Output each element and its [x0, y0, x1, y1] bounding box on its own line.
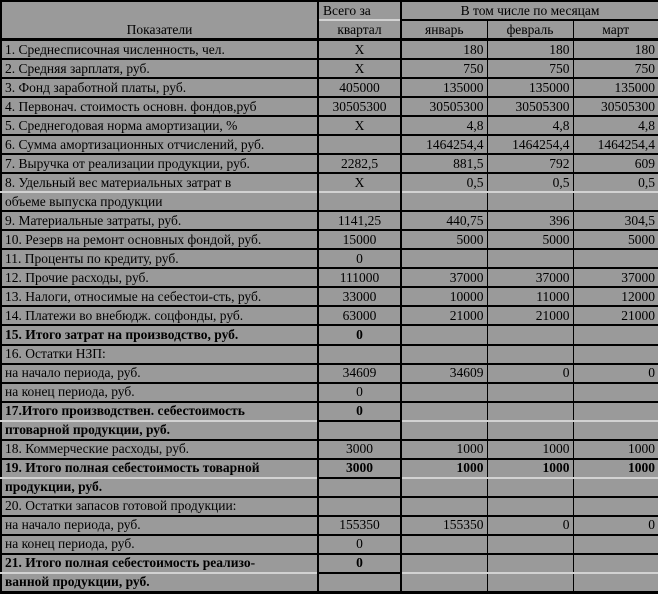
table-row [1, 497, 658, 516]
month-cell-february [487, 478, 573, 497]
row-label-cell: 13. Налоги, относимые на себестои-сть, руб. [1, 287, 318, 306]
month-cell-march [573, 535, 658, 554]
table-row [1, 516, 658, 535]
total-quarter-cell: 15000 [318, 230, 401, 249]
month-cell-march [573, 345, 658, 364]
row-label-cell: 5. Среднегодовая норма амортизации, % [1, 116, 318, 135]
row-label-cell: 11. Проценты по кредиту, руб. [1, 249, 318, 268]
total-quarter-cell: 0 [318, 402, 401, 421]
total-quarter-cell: 34609 [318, 364, 401, 383]
row-label-cell: на конец периода, руб. [1, 383, 318, 402]
month-cell-march: 12000 [573, 287, 658, 306]
total-quarter-cell: 2282,5 [318, 154, 401, 173]
month-cell-march [573, 478, 658, 497]
month-cell-february: 37000 [487, 268, 573, 287]
month-cell-february: 1000 [487, 440, 573, 459]
table-row [1, 230, 658, 249]
table-row [1, 173, 658, 192]
month-cell-february: 21000 [487, 306, 573, 325]
month-cell-january: 1000 [401, 440, 487, 459]
total-quarter-cell: 0 [318, 325, 401, 344]
table-row [1, 364, 658, 383]
month-cell-february: 30505300 [487, 97, 573, 116]
table-row [1, 249, 658, 268]
month-cell-march: 21000 [573, 306, 658, 325]
month-cell-march: 4,8 [573, 116, 658, 135]
table-row [1, 554, 658, 573]
row-label-cell: 19. Итого полная себестоимость товарной [1, 459, 318, 478]
month-cell-february [487, 192, 573, 211]
total-quarter-cell: 3000 [318, 459, 401, 478]
month-cell-march [573, 497, 658, 516]
row-label-cell: 12. Прочие расходы, руб. [1, 268, 318, 287]
month-cell-january: 34609 [401, 364, 487, 383]
total-quarter-cell [318, 573, 401, 593]
row-label-cell: 7. Выручка от реализации продукции, руб. [1, 154, 318, 173]
month-cell-march: 0 [573, 516, 658, 535]
month-cell-february: 750 [487, 59, 573, 78]
month-cell-february [487, 554, 573, 573]
row-label-cell: продукции, руб. [1, 478, 318, 497]
row-label-cell: 2. Средняя зарплатя, руб. [1, 59, 318, 78]
month-cell-february [487, 573, 573, 593]
table-row [1, 78, 658, 97]
table-row [1, 40, 658, 60]
month-cell-january: 750 [401, 59, 487, 78]
row-label-cell: объеме выпуска продукции [1, 192, 318, 211]
row-label-cell: 9. Материальные затраты, руб. [1, 211, 318, 230]
month-cell-january [401, 478, 487, 497]
month-cell-january: 881,5 [401, 154, 487, 173]
total-quarter-cell: 111000 [318, 268, 401, 287]
month-cell-january [401, 192, 487, 211]
month-cell-february: 0 [487, 364, 573, 383]
header-month-march: март [573, 20, 658, 40]
row-label-cell: 1. Среднесписочная численность, чел. [1, 40, 318, 60]
total-quarter-cell: 33000 [318, 287, 401, 306]
row-label-cell: 16. Остатки НЗП: [1, 345, 318, 364]
month-cell-march [573, 325, 658, 344]
row-label-cell: 8. Удельный вес материальных затрат в [1, 173, 318, 192]
month-cell-january: 180 [401, 40, 487, 60]
month-cell-february: 5000 [487, 230, 573, 249]
table-row [1, 287, 658, 306]
month-cell-march [573, 249, 658, 268]
header-row-1 [1, 1, 658, 20]
month-cell-january: 155350 [401, 516, 487, 535]
total-quarter-cell: X [318, 173, 401, 192]
month-cell-march: 0,5 [573, 173, 658, 192]
month-cell-january: 37000 [401, 268, 487, 287]
row-label-cell: на начало периода, руб. [1, 364, 318, 383]
total-quarter-cell: X [318, 116, 401, 135]
row-label-cell: 3. Фонд заработной платы, руб. [1, 78, 318, 97]
row-label-cell: птоварной продукции, руб. [1, 421, 318, 440]
total-quarter-cell: 0 [318, 383, 401, 402]
table-row [1, 59, 658, 78]
month-cell-february [487, 402, 573, 421]
total-quarter-cell: 0 [318, 554, 401, 573]
month-cell-march [573, 402, 658, 421]
row-label-cell: 15. Итого затрат на производство, руб. [1, 325, 318, 344]
table-row [1, 383, 658, 402]
header-indicators: Показатели [1, 1, 318, 40]
month-cell-february [487, 497, 573, 516]
month-cell-january [401, 249, 487, 268]
month-cell-march: 750 [573, 59, 658, 78]
month-cell-march: 180 [573, 40, 658, 60]
month-cell-february [487, 421, 573, 440]
table-row [1, 211, 658, 230]
total-quarter-cell: X [318, 40, 401, 60]
table-row [1, 116, 658, 135]
table-header [1, 1, 658, 40]
month-cell-march: 609 [573, 154, 658, 173]
month-cell-january [401, 383, 487, 402]
month-cell-january [401, 554, 487, 573]
row-label-cell: 6. Сумма амортизационных отчислений, руб. [1, 135, 318, 154]
month-cell-march: 37000 [573, 268, 658, 287]
table-row [1, 135, 658, 154]
total-quarter-cell [318, 497, 401, 516]
month-cell-january: 21000 [401, 306, 487, 325]
table-row [1, 535, 658, 554]
total-quarter-cell: 155350 [318, 516, 401, 535]
month-cell-march: 1464254,4 [573, 135, 658, 154]
table-row [1, 459, 658, 478]
row-label-cell: 17.Итого производствен. себестоимость [1, 402, 318, 421]
header-month-january: январь [401, 20, 487, 40]
header-month-february: февраль [487, 20, 573, 40]
month-cell-february: 1000 [487, 459, 573, 478]
month-cell-february: 396 [487, 211, 573, 230]
total-quarter-cell: X [318, 59, 401, 78]
table-row [1, 573, 658, 593]
month-cell-march [573, 192, 658, 211]
month-cell-february [487, 535, 573, 554]
month-cell-march: 135000 [573, 78, 658, 97]
month-cell-march [573, 554, 658, 573]
row-label-cell: 10. Резерв на ремонт основных фондой, руб. [1, 230, 318, 249]
month-cell-march: 1000 [573, 440, 658, 459]
header-total-line2: квартал [318, 20, 401, 40]
table-row [1, 268, 658, 287]
month-cell-january: 1464254,4 [401, 135, 487, 154]
table-row [1, 345, 658, 364]
month-cell-january [401, 573, 487, 593]
month-cell-march [573, 421, 658, 440]
month-cell-january: 4,8 [401, 116, 487, 135]
table-row [1, 306, 658, 325]
table-row [1, 421, 658, 440]
row-label-cell: на конец периода, руб. [1, 535, 318, 554]
table-row [1, 97, 658, 116]
month-cell-january [401, 402, 487, 421]
month-cell-january: 0,5 [401, 173, 487, 192]
month-cell-january [401, 345, 487, 364]
total-quarter-cell: 0 [318, 535, 401, 554]
month-cell-january [401, 535, 487, 554]
table-body [1, 40, 658, 593]
month-cell-february: 792 [487, 154, 573, 173]
month-cell-january: 135000 [401, 78, 487, 97]
month-cell-february: 4,8 [487, 116, 573, 135]
total-quarter-cell: 30505300 [318, 97, 401, 116]
month-cell-january [401, 497, 487, 516]
month-cell-february: 11000 [487, 287, 573, 306]
table-row [1, 478, 658, 497]
month-cell-january: 10000 [401, 287, 487, 306]
total-quarter-cell [318, 192, 401, 211]
month-cell-february [487, 325, 573, 344]
month-cell-february [487, 345, 573, 364]
header-months-group: В том числе по месяцам [401, 1, 658, 20]
month-cell-february: 1464254,4 [487, 135, 573, 154]
total-quarter-cell [318, 345, 401, 364]
month-cell-march: 1000 [573, 459, 658, 478]
row-label-cell: 21. Итого полная себестоимость реализо- [1, 554, 318, 573]
total-quarter-cell [318, 135, 401, 154]
month-cell-january: 440,75 [401, 211, 487, 230]
total-quarter-cell: 405000 [318, 78, 401, 97]
total-quarter-cell: 63000 [318, 306, 401, 325]
total-quarter-cell [318, 478, 401, 497]
month-cell-march: 30505300 [573, 97, 658, 116]
table-row [1, 192, 658, 211]
month-cell-march: 304,5 [573, 211, 658, 230]
month-cell-january: 5000 [401, 230, 487, 249]
table-row [1, 154, 658, 173]
month-cell-february: 0,5 [487, 173, 573, 192]
month-cell-january [401, 421, 487, 440]
month-cell-january: 30505300 [401, 97, 487, 116]
total-quarter-cell: 1141,25 [318, 211, 401, 230]
month-cell-january [401, 325, 487, 344]
table-row [1, 325, 658, 344]
row-label-cell: 4. Первонач. стоимость основн. фондов,руб [1, 97, 318, 116]
total-quarter-cell [318, 421, 401, 440]
total-quarter-cell: 3000 [318, 440, 401, 459]
table-row [1, 402, 658, 421]
total-quarter-cell: 0 [318, 249, 401, 268]
row-label-cell: 18. Коммерческие расходы, руб. [1, 440, 318, 459]
month-cell-february [487, 383, 573, 402]
row-label-cell: 14. Платежи во внебюдж. соцфонды, руб. [1, 306, 318, 325]
row-label-cell: 20. Остатки запасов готовой продукции: [1, 497, 318, 516]
row-label-cell: на начало периода, руб. [1, 516, 318, 535]
month-cell-february: 180 [487, 40, 573, 60]
month-cell-march: 0 [573, 364, 658, 383]
table-row [1, 440, 658, 459]
month-cell-march [573, 573, 658, 593]
header-total-line1: Всего за [318, 1, 401, 20]
month-cell-february [487, 249, 573, 268]
month-cell-february: 135000 [487, 78, 573, 97]
month-cell-january: 1000 [401, 459, 487, 478]
row-label-cell: ванной продукции, руб. [1, 573, 318, 593]
month-cell-march: 5000 [573, 230, 658, 249]
month-cell-march [573, 383, 658, 402]
month-cell-february: 0 [487, 516, 573, 535]
